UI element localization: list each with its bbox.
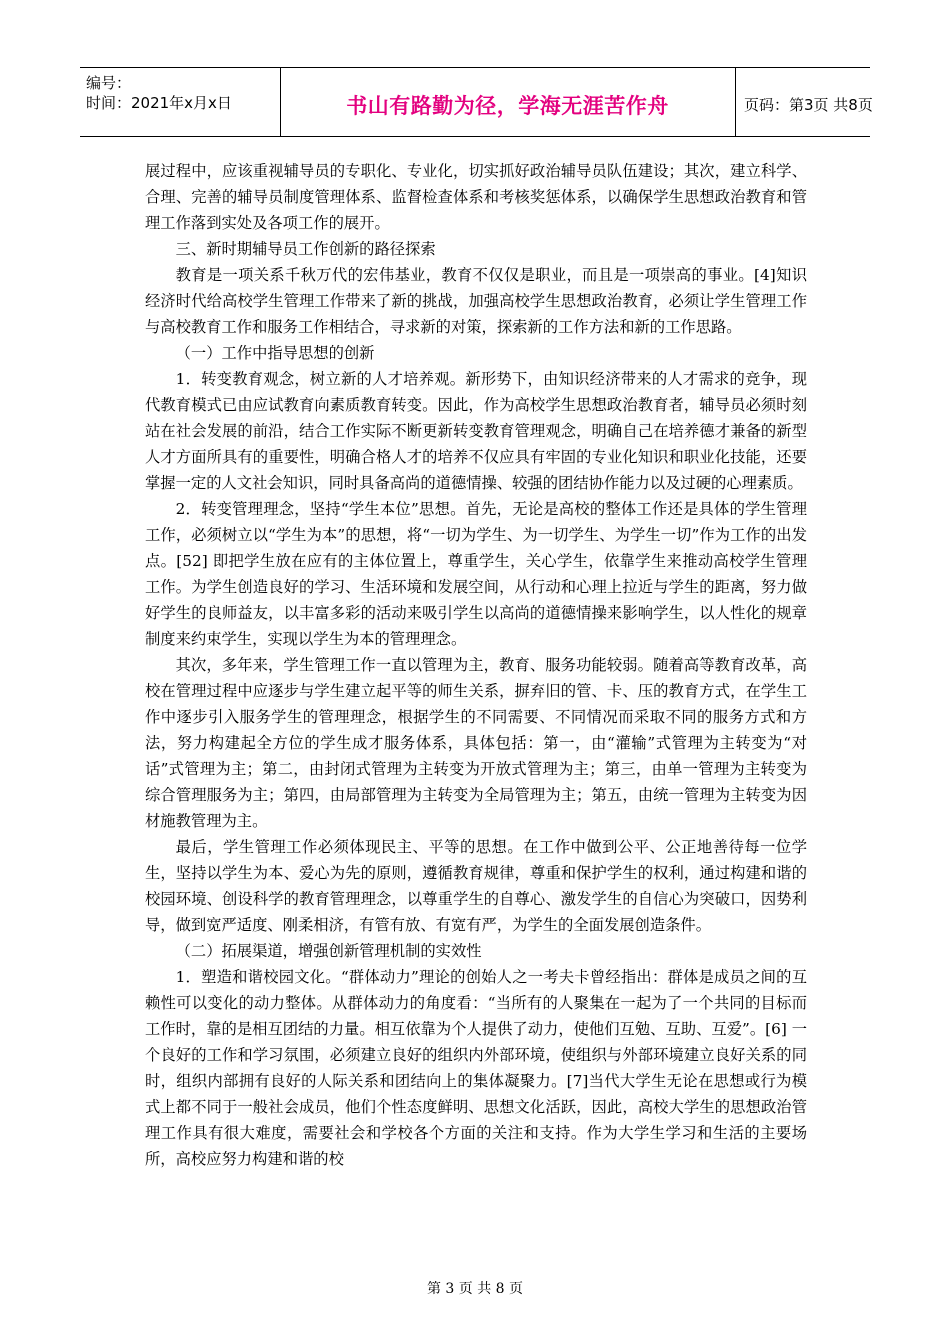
subsection-heading: （一）工作中指导思想的创新 [175, 344, 375, 362]
page-footer: 第 3 页 共 8 页 [426, 1281, 524, 1297]
document-time-label: 时间：2021年x月x日 [86, 94, 232, 112]
paragraph: 教育是一项关系千秋万代的宏伟基业，教育不仅仅是职业，而且是一项崇高的事业。[4]知识经济时代给高校学生管理工作带来了新的挑战，加强高校学生思想政治教育，必须让学生管理工作与高校教育工作和服务工作相结合，寻求新的对策，探索新的工作方法和新的工作思路。 [145, 266, 807, 336]
paragraph: 其次，多年来，学生管理工作一直以管理为主，教育、服务功能较弱。随着高等教育改革，高校在管理过程中应逐步与学生建立起平等的师生关系，摒弃旧的管、卡、压的教育方式，在学生工作中逐步引入服务学生的管理理念，根据学生的不同需要、不同情况而采取不同的服务方式和方法，努力构建起全方位的学生成才服务体系，具体包括：第一，由“灌输”式管理为主转变为“对话”式管理为主；第二，由封闭式管理为主转变为开放式管理为主；第三，由单一管理为主转变为综合管理服务为主；第四，由局部管理为主转变为全局管理为主；第五，由统一管理为主转变为因材施教管理为主。 [145, 656, 807, 830]
header-motto-cell [280, 68, 736, 136]
paragraph: 1．塑造和谐校园文化。“群体动力”理论的创始人之一考夫卡曾经指出：群体是成员之间的互赖性可以变化的动力整体。从群体动力的角度看：“当所有的人聚集在一起为了一个共同的目标而工作时，靠的是相互团结的力量。相互依靠为个人提供了动力，使他们互勉、互助、互爱”。[6] 一个良好的工作和学习氛围，必须建立良好的组织内外部环境，使组织与外部环境建立良好关系的同时，组织内部拥有良好的人际关系和团结向上的集体凝聚力。[7]当代大学生无论在思想或行为模式上都不同于一般社会成员，他们个性态度鲜明、思想文化活跃，因此，高校大学生的思想政治管理工作具有很大难度，需要社会和学校各个方面的关注和支持。作为大学生学习和生活的主要场所，高校应努力构建和谐的校 [145, 968, 807, 1168]
section-heading: 三、新时期辅导员工作创新的路径探索 [175, 240, 436, 258]
header-page-number: 页码：第3页 共8页 [744, 96, 873, 114]
paragraph: 展过程中，应该重视辅导员的专职化、专业化，切实抓好政治辅导员队伍建设；其次，建立科学、合理、完善的辅导员制度管理体系、监督检查体系和考核奖惩体系，以确保学生思想政治教育和管理工作落到实处及各项工作的展开。 [145, 162, 807, 232]
header-motto: 书山有路勤为径，学海无涯苦作舟 [346, 94, 669, 118]
paragraph: 最后，学生管理工作必须体现民主、平等的思想。在工作中做到公平、公正地善待每一位学生，坚持以学生为本、爱心为先的原则，遵循教育规律，尊重和保护学生的权利，通过构建和谐的校园环境、创设科学的教育管理理念，以尊重学生的自尊心、激发学生的自信心为突破口，因势利导，做到宽严适度、刚柔相济，有管有放、有宽有严，为学生的全面发展创造条件。 [145, 838, 807, 934]
header-page-cell [736, 68, 873, 136]
paragraph: 1．转变教育观念，树立新的人才培养观。新形势下，由知识经济带来的人才需求的竞争，现代教育模式已由应试教育向素质教育转变。因此，作为高校学生思想政治教育者，辅导员必须时刻站在社会发展的前沿，结合工作实际不断更新转变教育管理观念，明确自己在培养德才兼备的新型人才方面所具有的重要性，明确合格人才的培养不仅应具有牢固的专业化知识和职业化技能，还要掌握一定的人文社会知识，同时具备高尚的道德情操、较强的团结协作能力以及过硬的心理素质。 [145, 370, 807, 492]
subsection-heading: （二）拓展渠道，增强创新管理机制的实效性 [175, 942, 482, 960]
paragraph: 2．转变管理理念，坚持“学生本位”思想。首先，无论是高校的整体工作还是具体的学生管理工作，必须树立以“学生为本”的思想，将“一切为学生、为一切学生、为学生一切”作为工作的出发点。[52] 即把学生放在应有的主体位置上，尊重学生，关心学生，依靠学生来推动高校学生管理工作。为学生创造良好的学习、生活环境和发展空间，从行动和心理上拉近与学生的距离，努力做好学生的良师益友，以丰富多彩的活动来吸引学生以高尚的道德情操来影响学生，以人性化的规章制度来约束学生，实现以学生为本的管理理念。 [145, 500, 807, 648]
document-body [145, 158, 807, 1172]
page-header [80, 67, 873, 137]
header-info-cell [80, 68, 281, 136]
document-number-label: 编号： [86, 74, 132, 92]
